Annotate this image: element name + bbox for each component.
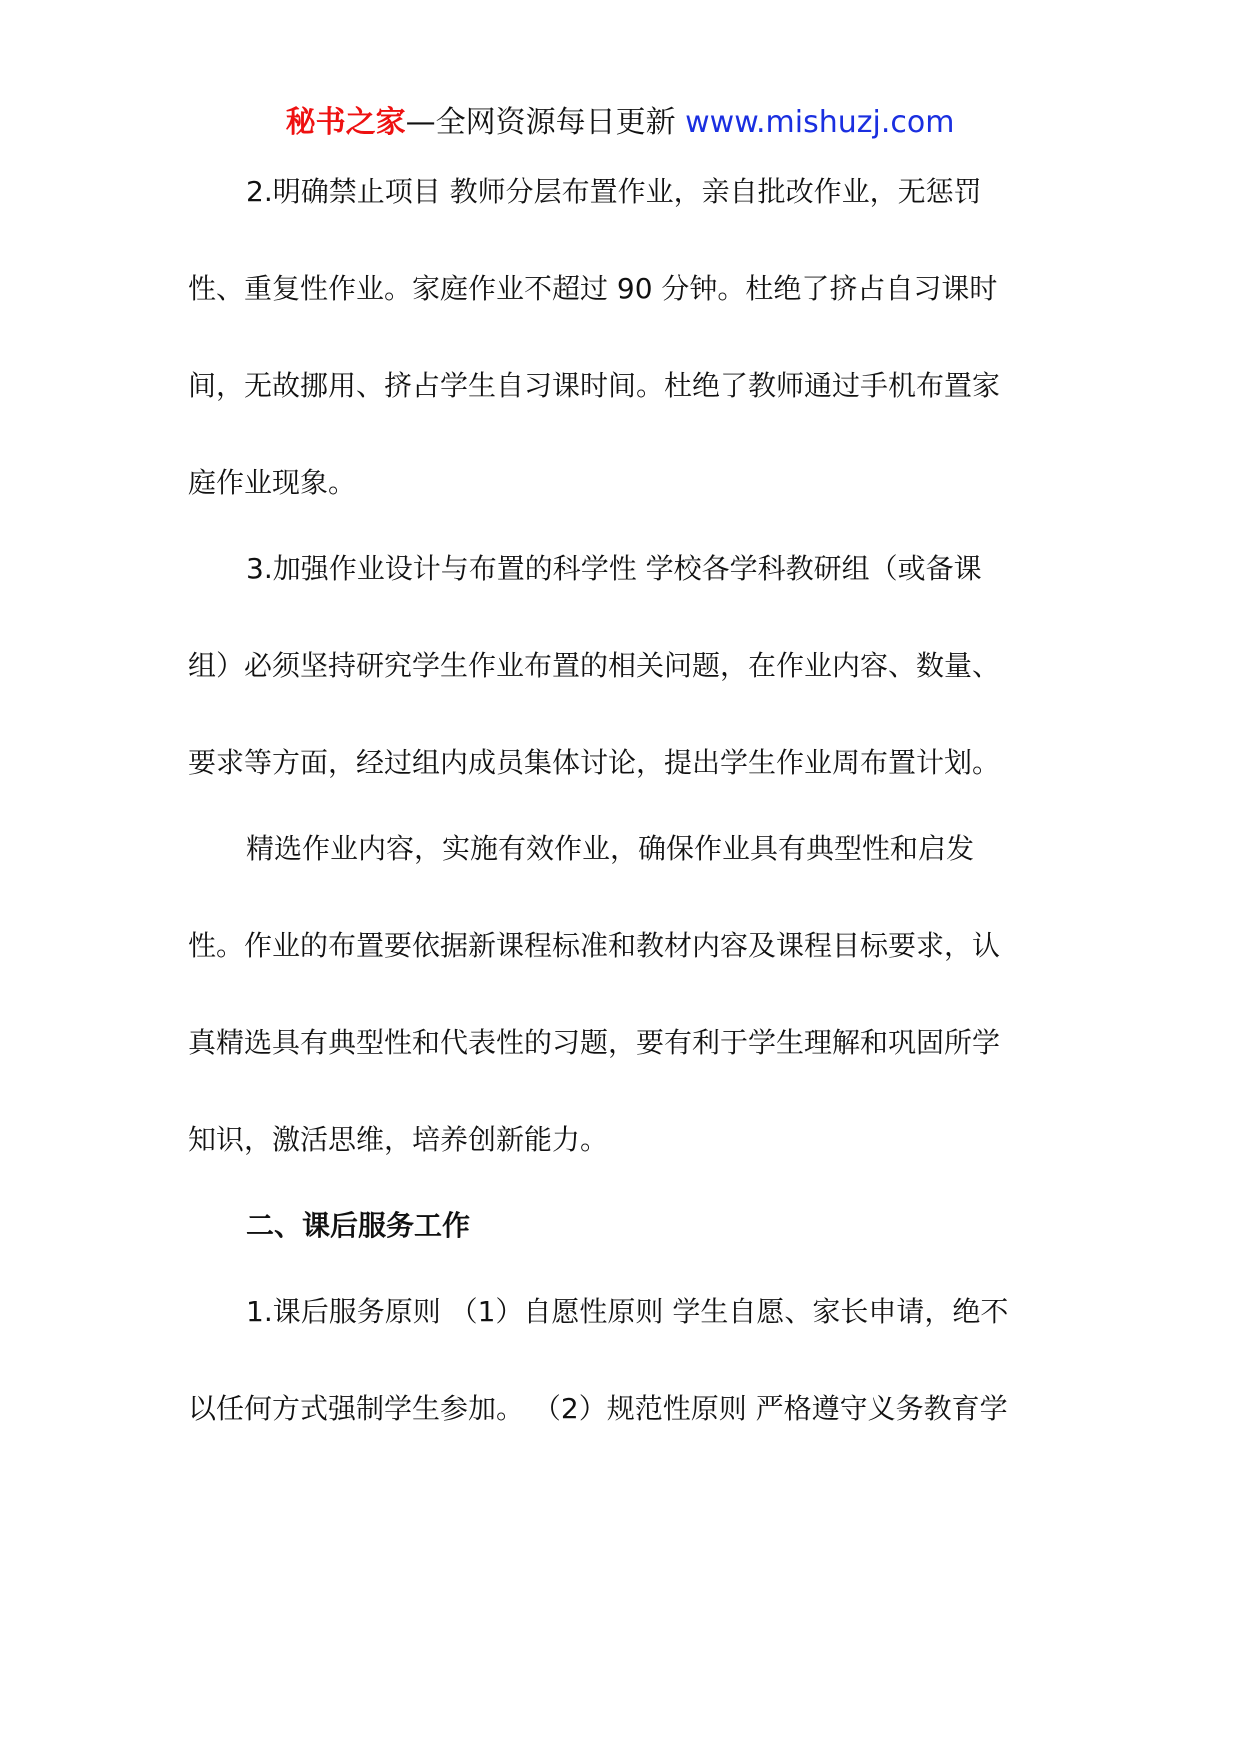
brand-name: 秘书之家 — [285, 105, 406, 140]
paragraph-line: 以任何方式强制学生参加。 （2）规范性原则 严格遵守义务教育学 — [188, 1392, 1008, 1425]
paragraph-line: 2.明确禁止项目 教师分层布置作业，亲自批改作业，无惩罚 — [246, 175, 982, 208]
paragraph-line: 性。作业的布置要依据新课程标准和教材内容及课程目标要求，认 — [188, 929, 1001, 962]
paragraph-line: 1.课后服务原则 （1）自愿性原则 学生自愿、家长申请，绝不 — [246, 1295, 1009, 1328]
paragraph-line: 真精选具有典型性和代表性的习题，要有利于学生理解和巩固所学 — [188, 1026, 1001, 1059]
section-heading: 二、课后服务工作 — [246, 1209, 471, 1242]
paragraph-line: 庭作业现象。 — [188, 466, 357, 499]
paragraph-line: 精选作业内容，实施有效作业，确保作业具有典型性和启发 — [246, 832, 975, 865]
paragraph-line: 要求等方面，经过组内成员集体讨论，提出学生作业周布置计划。 — [188, 746, 1001, 779]
site-url-link[interactable]: www.mishuzj.com — [685, 105, 955, 140]
page-header — [0, 103, 1240, 143]
paragraph-line: 间，无故挪用、挤占学生自习课时间。杜绝了教师通过手机布置家 — [188, 369, 1001, 402]
paragraph-line: 3.加强作业设计与布置的科学性 学校各学科教研组（或备课 — [246, 552, 982, 585]
paragraph-line: 知识，激活思维，培养创新能力。 — [188, 1123, 609, 1156]
header-tagline: —全网资源每日更新 — [405, 105, 676, 140]
paragraph-line: 组）必须坚持研究学生作业布置的相关问题，在作业内容、数量、 — [188, 649, 1001, 682]
paragraph-line: 性、重复性作业。家庭作业不超过 90 分钟。杜绝了挤占自习课时 — [188, 272, 998, 305]
